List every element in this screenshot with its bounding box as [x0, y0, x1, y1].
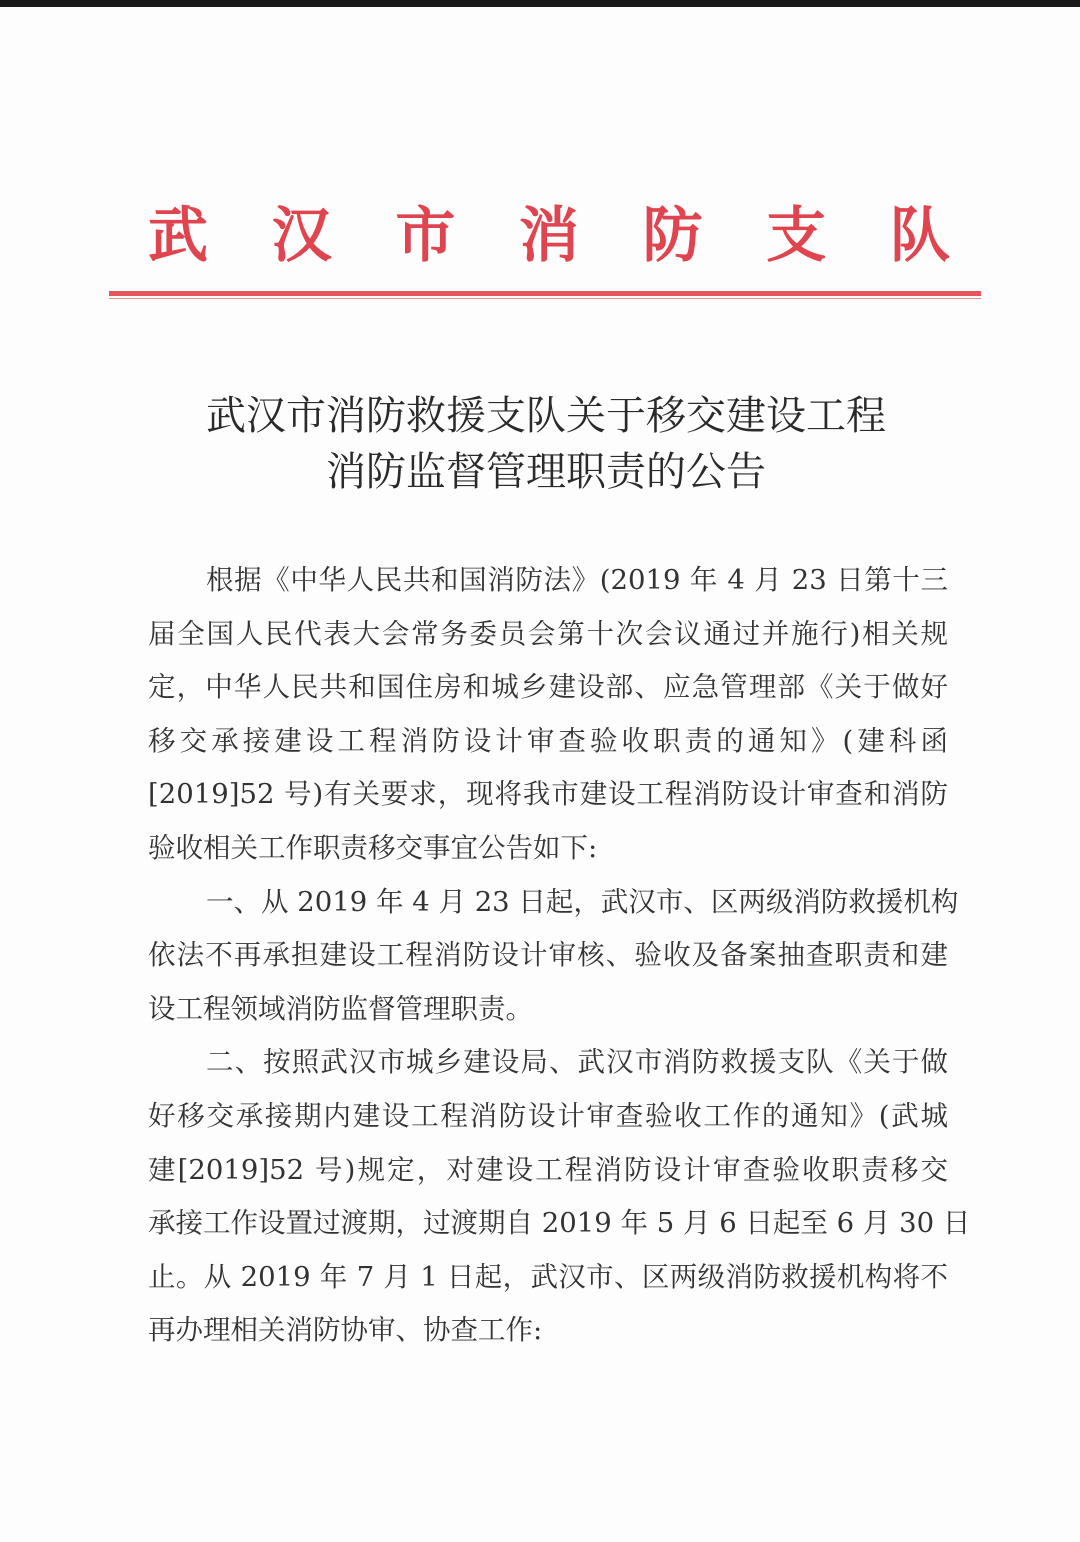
letterhead-char: 武 — [148, 201, 208, 271]
document-title — [110, 388, 982, 500]
body-line: 依法不再承担建设工程消防设计审核、验收及备案抽查职责和建 — [148, 939, 948, 972]
body-line: 一、从 2019 年 4 月 23 日起，武汉市、区两级消防救援机构 — [206, 885, 959, 918]
body-line: 建[2019]52 号)规定，对建设工程消防设计审查验收职责移交 — [148, 1153, 948, 1186]
letterhead-char: 市 — [395, 201, 456, 271]
body-line: 承接工作设置过渡期，过渡期自 2019 年 5 月 6 日起至 6 月 30 日 — [148, 1207, 971, 1240]
body-line: 移交承接建设工程消防设计审查验收职责的通知》(建科函 — [148, 724, 948, 757]
letterhead-red-rule-thin — [109, 298, 981, 299]
letterhead-char: 防 — [642, 201, 703, 271]
letterhead-red-rule — [109, 291, 981, 296]
scan-top-edge — [0, 0, 1080, 7]
letterhead-char: 支 — [766, 201, 827, 271]
body-line: 根据《中华人民共和国消防法》(2019 年 4 月 23 日第十三 — [206, 564, 948, 596]
body-line: 好移交承接期内建设工程消防设计审查验收工作的通知》(武城 — [148, 1099, 948, 1132]
body-line: 再办理相关消防协审、协查工作: — [148, 1314, 543, 1347]
body-line: [2019]52 号)有关要求，现将我市建设工程消防设计审查和消防 — [148, 778, 948, 811]
letterhead — [110, 196, 980, 276]
body-line: 二、按照武汉市城乡建设局、武汉市消防救援支队《关于做 — [206, 1046, 948, 1079]
body-line: 设工程领域消防监督管理职责。 — [148, 992, 533, 1025]
title-line-2: 消防监督管理职责的公告 — [326, 449, 766, 495]
letterhead-char: 汉 — [271, 201, 332, 271]
body-line: 验收相关工作职责移交事宜公告如下: — [148, 831, 598, 864]
letterhead-char: 队 — [889, 201, 950, 271]
body-line: 定，中华人民共和国住房和城乡建设部、应急管理部《关于做好 — [148, 671, 948, 704]
title-line-1: 武汉市消防救援支队关于移交建设工程 — [206, 393, 886, 439]
document-body — [148, 554, 971, 1358]
body-line: 届全国人民代表大会常务委员会第十次会议通过并施行)相关规 — [148, 617, 948, 650]
letterhead-char: 消 — [518, 201, 579, 271]
body-line: 止。从 2019 年 7 月 1 日起，武汉市、区两级消防救援机构将不 — [148, 1260, 948, 1293]
